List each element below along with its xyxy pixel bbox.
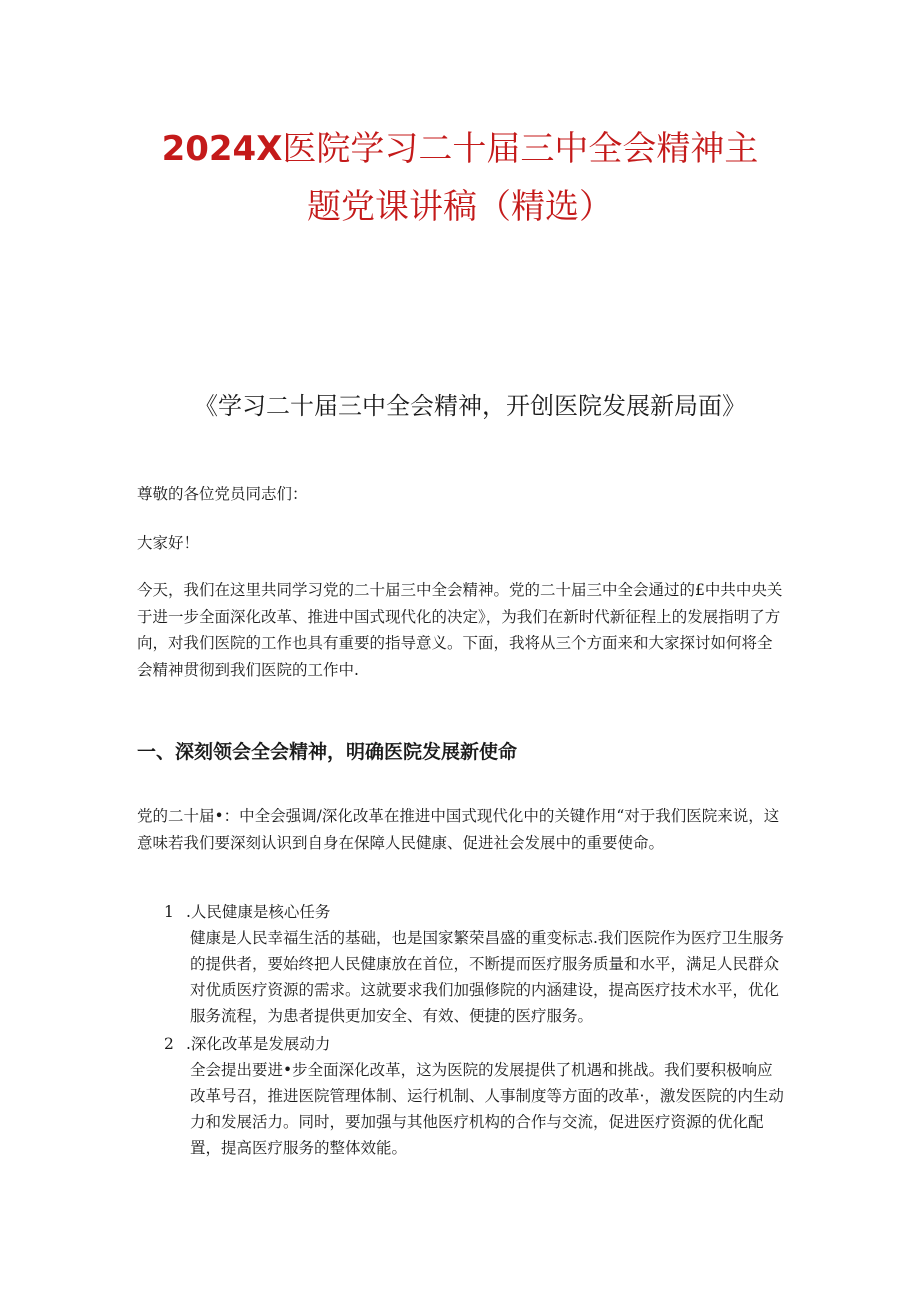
list-item-title: .人民健康是核心任务 (186, 903, 331, 921)
intro-paragraph: 今天，我们在这里共同学习党的二十届三中全会精神。党的二十届三中全会通过的£中共中央关于进一步全面深化改革、推进中国式现代化的决定》，为我们在新时代新征程上的发展指明了方向，对我们医院的工作也具有重要的指导意义。下面，我将从三个方面来和大家探讨如何将全会精神贯彻到我们医院的工作中. (137, 581, 783, 679)
title-line-1-text: 医院学习二十届三中全会精神主 (282, 129, 759, 169)
greeting: 尊敬的各位党员同志们： (137, 485, 308, 503)
title-line-1 (100, 120, 820, 178)
list-item (164, 899, 794, 1029)
list-item (164, 1031, 794, 1161)
title-line-2: 题党课讲稿（精选） (307, 187, 613, 227)
list-item-number: 1 (164, 903, 174, 921)
list-item-heading (164, 1031, 794, 1057)
speech-subtitle: 《学习二十届三中全会精神，开创医院发展新局面》 (194, 392, 746, 420)
list-item-body: 健康是人民幸福生活的基础，也是国家繁荣昌盛的重变标志.我们医院作为医疗卫生服务的提供者，要始终把人民健康放在首位，不断提而医疗服务质量和水平，满足人民群众对优质医疗资源的需求。这就要求我们加强修院的内涵建设，提高医疗技术水平，优化服务流程，为患者提供更加安全、有效、便捷的医疗服务。 (190, 929, 784, 1025)
list-item-title: .深化改革是发展动力 (186, 1035, 331, 1053)
list-item-body: 全会提出要进•步全面深化改革，这为医院的发展提供了机遇和挑战。我们要积极响应改革号召，推进医院管理体制、运行机制、人事制度等方面的改革·，激发医院的内生动力和发展活力。同时，要加强与其他医疗机构的合作与交流，促进医疗资源的优化配置，提高医疗服务的整体效能。 (190, 1061, 784, 1157)
hello: 大家好！ (137, 534, 200, 552)
section-1-heading: 一、深刻领会全会精神，明确医院发展新使命 (137, 741, 518, 763)
list-item-heading (164, 899, 794, 925)
list-item-number: 2 (164, 1035, 174, 1053)
section-1-paragraph: 党的二十届•：中全会强调/深化改革在推进中国式现代化中的关键作用“对于我们医院来说，这意味若我们要深刻认识到自身在保障人民健康、促进社会发展中的重要使命。 (137, 807, 780, 852)
title-year: 2024X (161, 129, 283, 169)
